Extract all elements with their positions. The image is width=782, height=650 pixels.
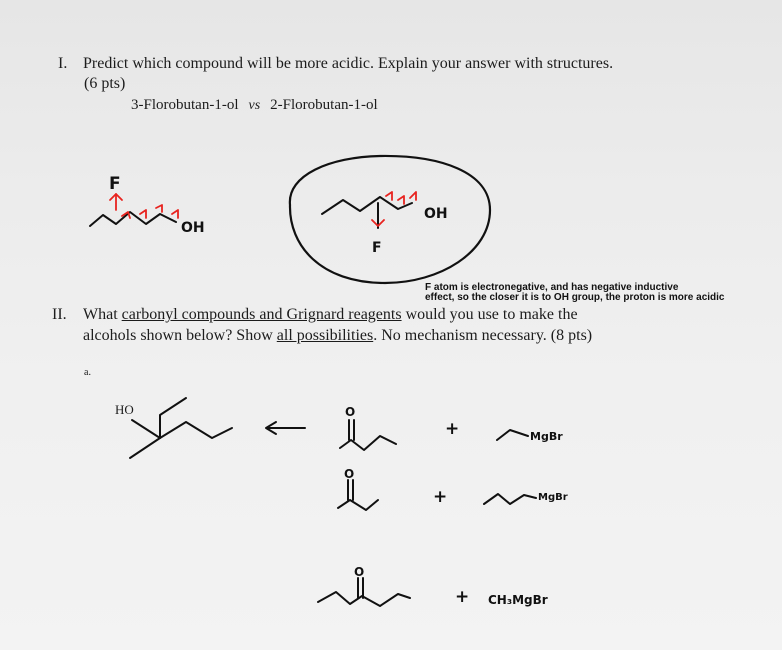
inductive-effect-arrows xyxy=(110,192,416,226)
ans2-plus: + xyxy=(433,487,448,507)
target-alcohol-branch-down xyxy=(130,438,160,458)
vs-label: vs xyxy=(248,98,261,113)
ans2-carbonyl-oxygen: O xyxy=(344,467,355,481)
part-a-label: a. xyxy=(84,367,91,378)
ans1-carbonyl-oxygen: O xyxy=(345,405,356,419)
question-2-number: II. xyxy=(52,306,67,323)
q2-underlined-all-possibilities: all possibilities xyxy=(276,327,374,344)
explanation-line-1: F atom is electronegative, and has negative inductive xyxy=(425,282,679,293)
ans3-carbonyl-oxygen: O xyxy=(354,565,365,579)
question-1-number: I. xyxy=(58,55,68,72)
ans2-grignard-label: MgBr xyxy=(538,492,568,503)
q2-line2-post: . No mechanism necessary. (8 pts) xyxy=(373,327,593,344)
q2-underlined-carbonyl-grignard: carbonyl compounds and Grignard reagents xyxy=(121,306,402,323)
target-alcohol-skeleton xyxy=(132,420,232,438)
ans1-grignard-label: MgBr xyxy=(530,430,563,443)
left-arrow-4 xyxy=(156,205,162,212)
q2-line2-pre: alcohols shown below? Show xyxy=(83,327,277,344)
target-alcohol-branch-up xyxy=(160,398,186,438)
right-f-label: F xyxy=(372,240,382,256)
right-oh-label: OH xyxy=(424,206,448,222)
compound-a-name: 3-Florobutan-1-ol xyxy=(131,97,239,113)
left-arrow-3 xyxy=(140,210,146,218)
ans3-plus: + xyxy=(455,587,470,607)
ans2-carbonyl-skeleton xyxy=(338,500,378,510)
ans1-plus: + xyxy=(445,419,460,439)
question-1-text: Predict which compound will be more acidic. Explain your answer with structures. xyxy=(83,55,614,72)
left-arrow-5 xyxy=(172,210,178,218)
compound-b-name: 2-Florobutan-1-ol xyxy=(270,97,378,113)
q2-line1-post: would you use to make the xyxy=(401,306,578,323)
left-molecule-skeleton xyxy=(90,212,176,226)
ans3-reagent-label: CH₃MgBr xyxy=(488,593,548,607)
target-alcohol-ho-label: HO xyxy=(115,402,134,417)
ans2-grignard-skeleton xyxy=(484,494,536,504)
question-1-points: (6 pts) xyxy=(84,75,126,92)
q2-line1-pre: What xyxy=(83,306,122,323)
right-arrow-4 xyxy=(410,192,416,200)
answer-circle xyxy=(290,156,490,283)
explanation-line-2: effect, so the closer it is to OH group, the proton is more acidic xyxy=(425,291,725,303)
left-oh-label: OH xyxy=(181,220,205,236)
right-arrow-3 xyxy=(398,196,404,204)
right-arrow-2 xyxy=(386,192,392,200)
left-f-label: F xyxy=(109,174,121,194)
ans1-grignard-skeleton xyxy=(497,430,528,440)
